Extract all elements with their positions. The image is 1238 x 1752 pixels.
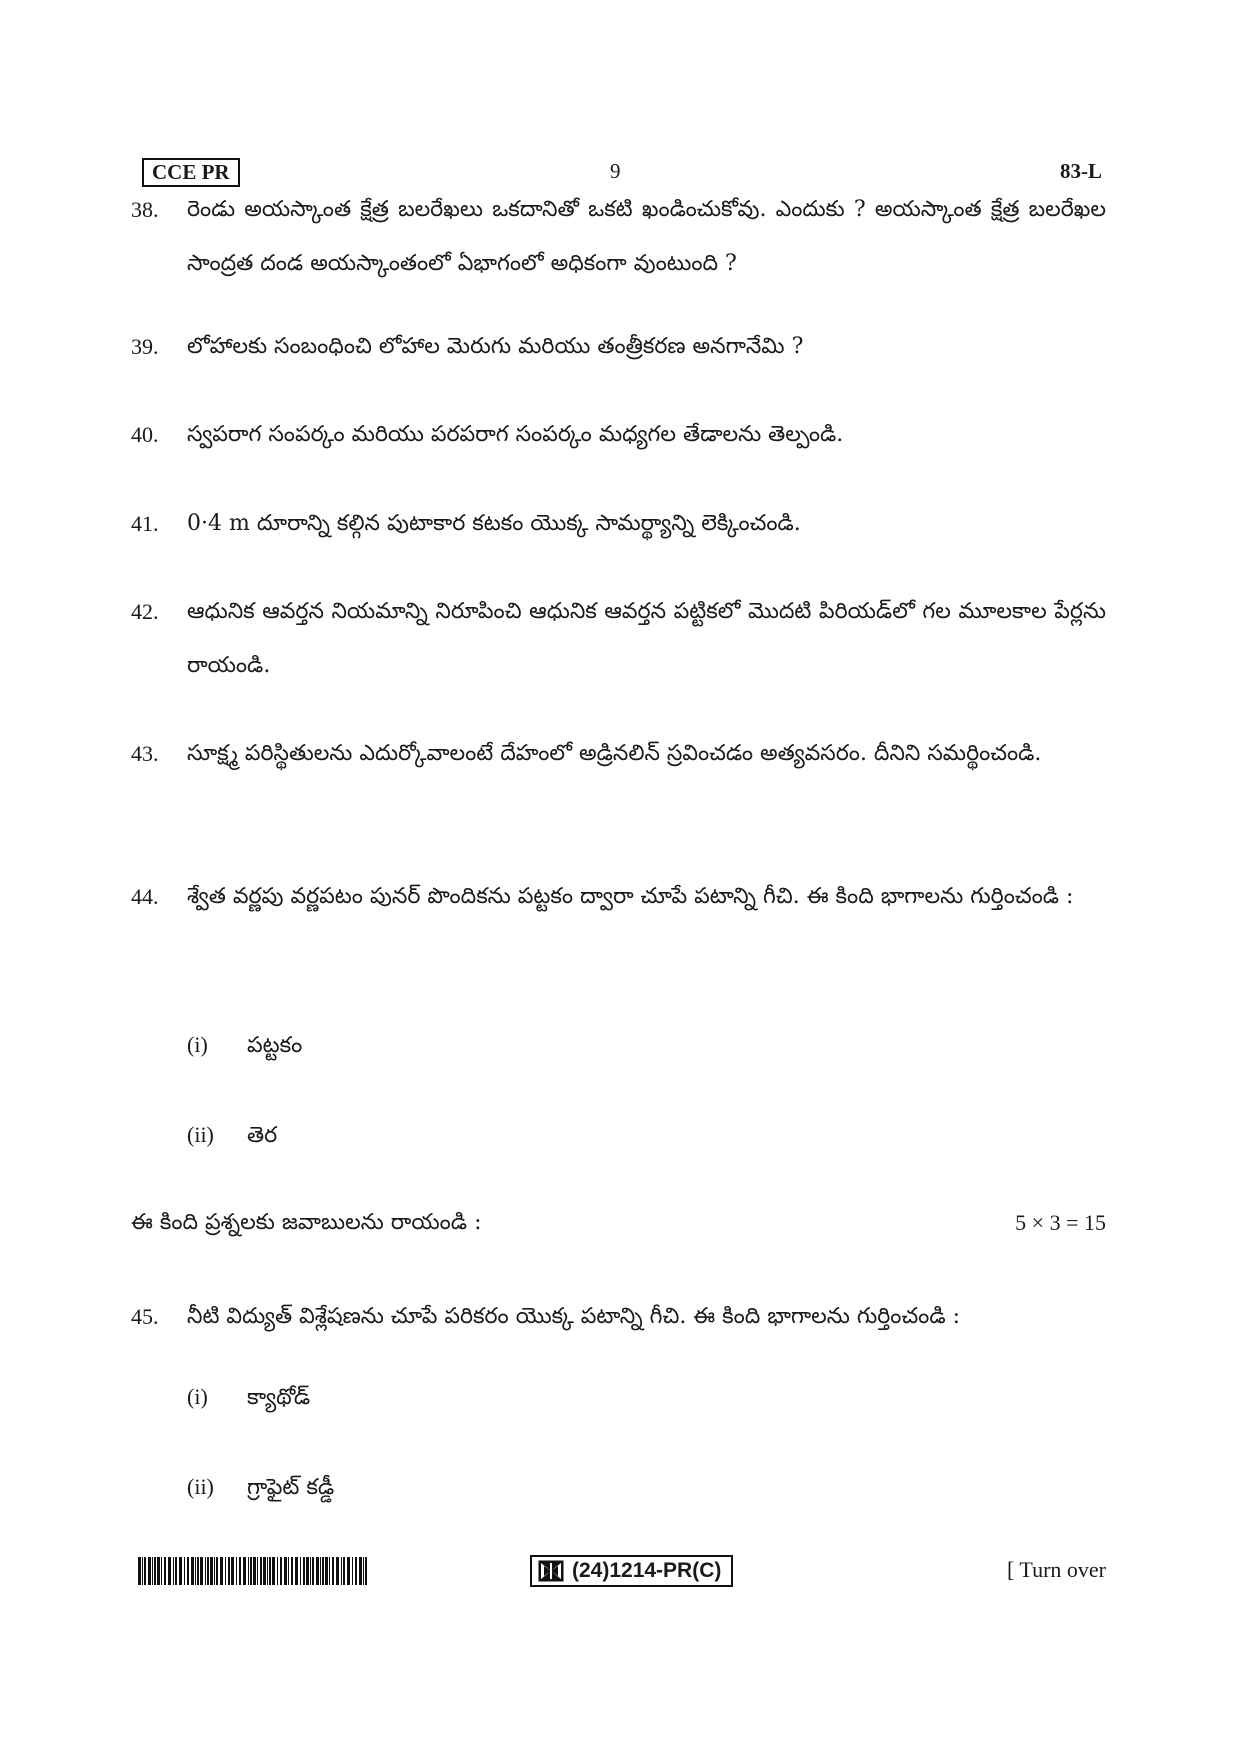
question-number: 38.	[131, 197, 159, 222]
question-text: 0·4 m దూరాన్ని కల్గిన పుటాకార కటకం యొక్క సామర్థ్యాన్ని లెక్కించండి.	[187, 511, 801, 536]
q45-part-i	[187, 1382, 310, 1413]
butterfly-logo-icon	[538, 1560, 564, 1582]
exam-code-box: CCE PR	[142, 158, 240, 187]
section-marks: 5 × 3 = 15	[1015, 1210, 1106, 1235]
question-number: 44.	[131, 884, 159, 909]
question-44	[131, 870, 1106, 924]
section-instruction	[131, 1208, 1106, 1238]
question-text: స్వపరాగ సంపర్కం మరియు పరపరాగ సంపర్కం మధ్యగల తేడాలను తెల్పండి.	[187, 422, 844, 447]
question-text: లోహాలకు సంబంధించి లోహాల మెరుగు మరియు తంత్రీకరణ అనగానేమి ?	[187, 334, 804, 359]
question-number: 45.	[131, 1304, 159, 1329]
question-38	[131, 183, 1106, 291]
page-number: 9	[610, 159, 621, 183]
part-text: క్యాథోడ్	[247, 1385, 311, 1410]
barcode-image	[138, 1557, 368, 1585]
turn-over-note: [ Turn over	[1006, 1557, 1106, 1582]
question-text: ఆధునిక ఆవర్తన నియమాన్ని నిరూపించి ఆధునిక ఆవర్తన పట్టికలో మొదటి పిరియడ్‌లో గల మూలకాల పేర్లను రాయండి.	[187, 599, 1106, 678]
question-text: నీటి విద్యుత్ విశ్లేషణను చూపే పరికరం యొక్క పటాన్ని గీచి. ఈ కింది భాగాలను గుర్తించండి :	[187, 1304, 961, 1329]
part-label: (i)	[187, 1384, 208, 1409]
question-43	[131, 727, 1106, 781]
question-number: 42.	[131, 599, 159, 624]
part-text: తెర	[247, 1123, 278, 1148]
part-label: (ii)	[187, 1122, 214, 1147]
paper-code: 83-L	[1060, 159, 1102, 183]
part-label: (ii)	[187, 1474, 214, 1499]
question-text: శ్వేత వర్ణపు వర్ణపటం పునర్ పొందికను పట్టకం ద్వారా చూపే పటాన్ని గీచి. ఈ కింది భాగాలను గుర్తించండి :	[187, 884, 1074, 909]
question-40	[131, 408, 1106, 462]
instruction-text: ఈ కింది ప్రశ్నలకు జవాబులను రాయండి :	[131, 1210, 482, 1235]
page-footer	[138, 1555, 1106, 1587]
question-number: 39.	[131, 334, 159, 359]
question-text: సూక్ష్మ పరిస్థితులను ఎదుర్కోవాలంటే దేహంలో అడ్రినలిన్ స్రవించడం అత్యవసరం. దీనిని సమర్థించండి.	[187, 741, 1042, 766]
question-number: 43.	[131, 741, 159, 766]
question-39	[131, 320, 1106, 374]
question-41	[131, 497, 1106, 551]
part-text: గ్రాఫైట్ కడ్డీ	[247, 1475, 335, 1500]
question-number: 41.	[131, 511, 159, 536]
footer-code-box	[530, 1555, 733, 1587]
part-text: పట్టకం	[247, 1033, 303, 1058]
question-42	[131, 585, 1106, 693]
part-label: (i)	[187, 1032, 208, 1057]
q44-part-i	[187, 1030, 302, 1061]
q44-part-ii	[187, 1120, 277, 1151]
question-45	[131, 1290, 1106, 1344]
question-text: రెండు అయస్కాంత క్షేత్ర బలరేఖలు ఒకదానితో ఒకటి ఖండించుకోవు. ఎందుకు ? అయస్కాంత క్షేత్ర బలరేఖల సాంద్రత దండ అయస్కాంతంలో ఏభాగంలో అధికంగా వుంటుంది ?	[187, 197, 1106, 276]
q45-part-ii	[187, 1472, 334, 1503]
question-number: 40.	[131, 422, 159, 447]
footer-code: (24)1214-PR(C)	[572, 1559, 722, 1582]
